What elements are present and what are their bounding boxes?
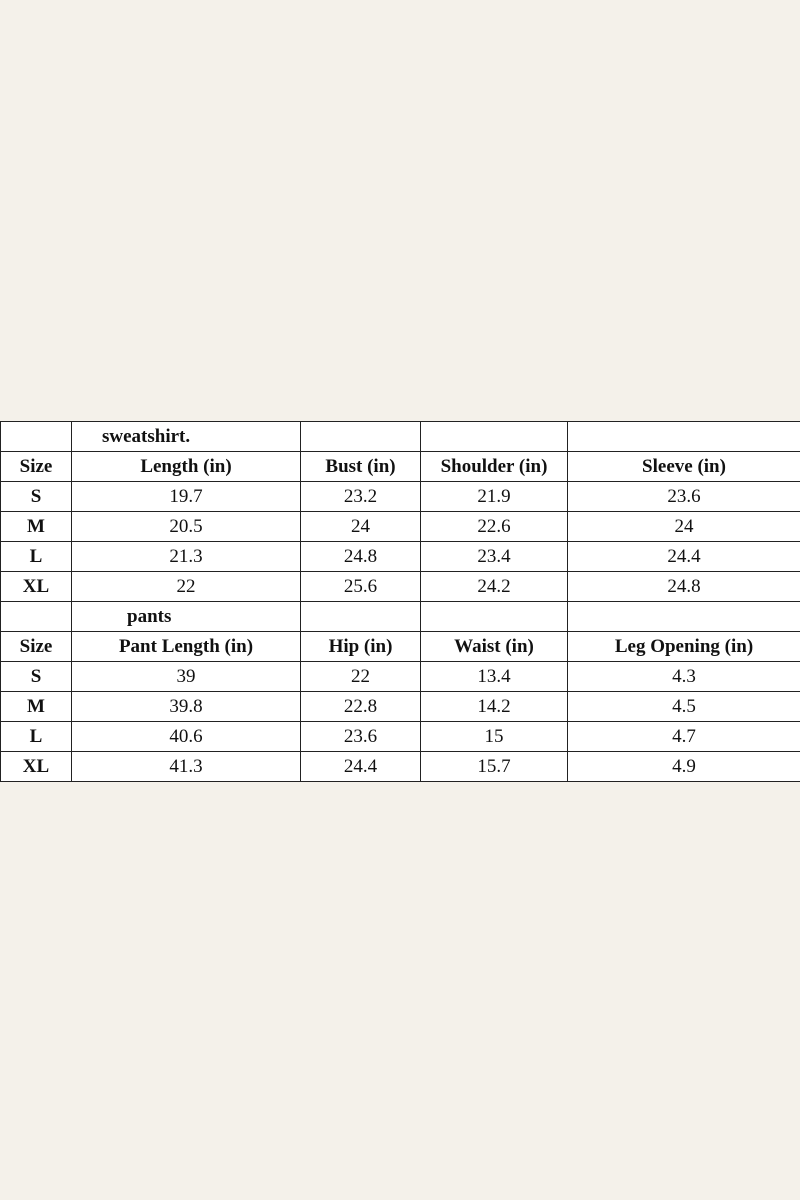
size-cell: S [1,662,72,692]
column-header: Shoulder (in) [421,452,568,482]
table-cell: 4.7 [568,722,800,752]
table-cell: 25.6 [301,572,421,602]
table-cell: 15 [421,722,568,752]
pants-section-title: pants [72,602,301,632]
empty-cell [421,602,568,632]
empty-cell [301,422,421,452]
table-cell: 24 [301,512,421,542]
table-cell: 20.5 [72,512,301,542]
table-cell: 22.8 [301,692,421,722]
table-cell: 24.8 [568,572,800,602]
table-cell: 24.4 [568,542,800,572]
empty-cell [301,602,421,632]
table-cell: 24 [568,512,800,542]
size-chart-table [0,421,800,782]
table-row [1,692,800,722]
table-cell: 14.2 [421,692,568,722]
table-row [1,512,800,542]
size-cell: L [1,542,72,572]
table-cell: 21.9 [421,482,568,512]
column-header: Leg Opening (in) [568,632,800,662]
empty-cell [568,602,800,632]
table-cell: 39.8 [72,692,301,722]
table-cell: 41.3 [72,752,301,782]
table-cell: 23.2 [301,482,421,512]
table-cell: 24.8 [301,542,421,572]
table-row [1,572,800,602]
column-header: Bust (in) [301,452,421,482]
table-cell: 22.6 [421,512,568,542]
sweatshirt-title-row [1,422,800,452]
table-cell: 22 [301,662,421,692]
size-chart [0,421,800,782]
table-cell: 22 [72,572,301,602]
table-cell: 23.6 [568,482,800,512]
size-cell: S [1,482,72,512]
table-cell: 4.5 [568,692,800,722]
size-cell: M [1,692,72,722]
table-cell: 39 [72,662,301,692]
column-header: Sleeve (in) [568,452,800,482]
column-header: Hip (in) [301,632,421,662]
pants-header-row [1,632,800,662]
table-cell: 23.4 [421,542,568,572]
column-header: Size [1,632,72,662]
table-cell: 23.6 [301,722,421,752]
table-cell: 24.2 [421,572,568,602]
table-cell: 13.4 [421,662,568,692]
column-header: Waist (in) [421,632,568,662]
table-cell: 19.7 [72,482,301,512]
empty-cell [568,422,800,452]
table-cell: 40.6 [72,722,301,752]
table-row [1,662,800,692]
size-cell: XL [1,572,72,602]
column-header: Pant Length (in) [72,632,301,662]
table-cell: 24.4 [301,752,421,782]
table-cell: 15.7 [421,752,568,782]
sweatshirt-header-row [1,452,800,482]
column-header: Length (in) [72,452,301,482]
size-cell: L [1,722,72,752]
table-row [1,722,800,752]
table-row [1,542,800,572]
table-cell: 4.3 [568,662,800,692]
column-header: Size [1,452,72,482]
table-cell: 21.3 [72,542,301,572]
sweatshirt-section-title: sweatshirt. [72,422,301,452]
table-row [1,752,800,782]
empty-cell [421,422,568,452]
size-cell: XL [1,752,72,782]
empty-cell [1,422,72,452]
table-row [1,482,800,512]
pants-title-row [1,602,800,632]
table-cell: 4.9 [568,752,800,782]
empty-cell [1,602,72,632]
size-cell: M [1,512,72,542]
